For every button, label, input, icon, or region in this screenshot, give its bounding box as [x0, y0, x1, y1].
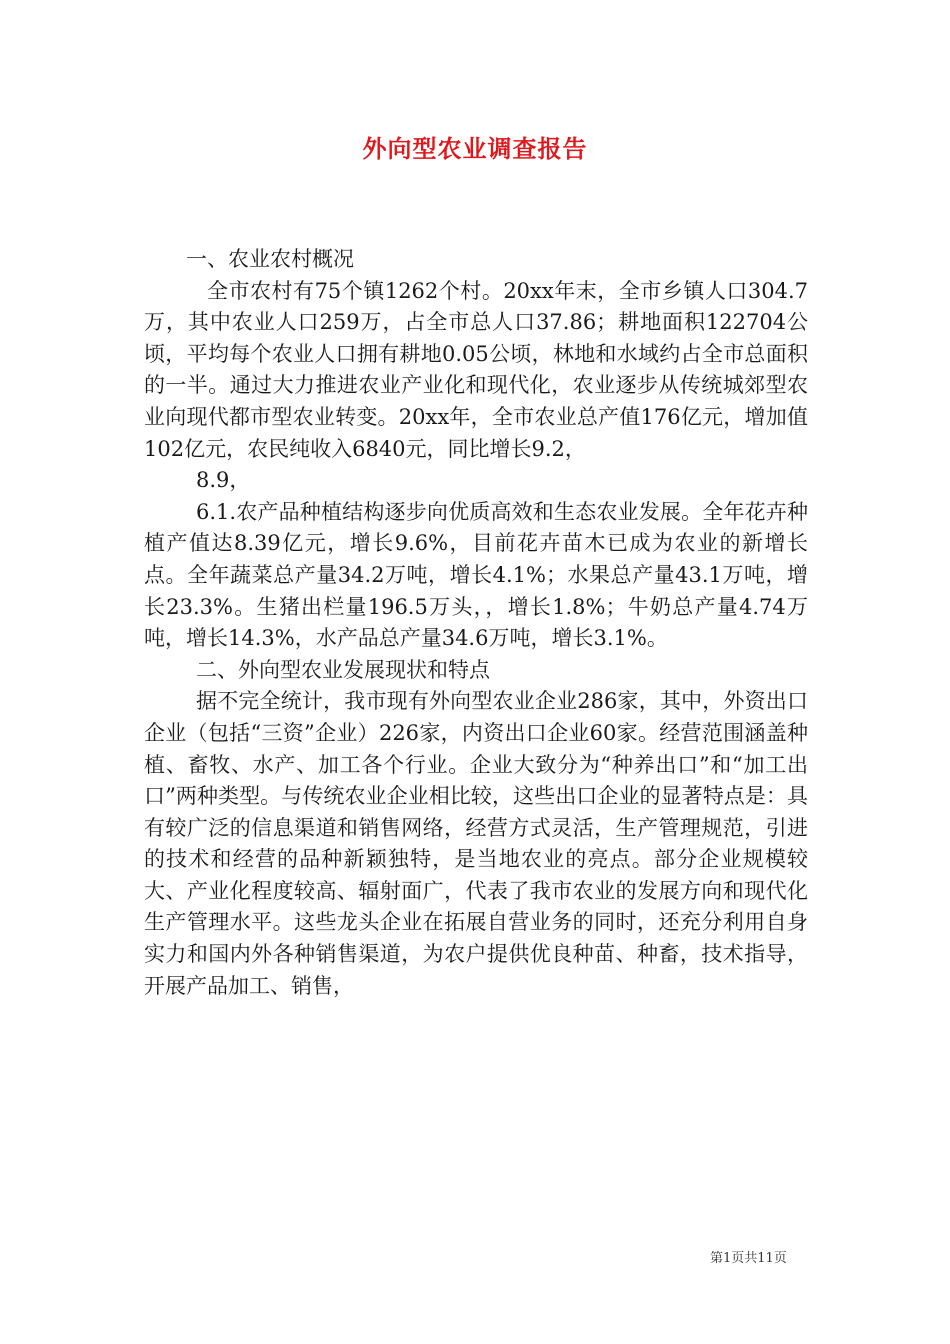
page-number: 第1页共11页: [710, 1251, 787, 1266]
section-heading-1: 一、农业农村概况: [186, 247, 354, 271]
document-body: [144, 244, 808, 1002]
paragraph-production: 6.1.农产品种植结构逐步向优质高效和生态农业发展。全年花卉种植产值达8.39亿元，增长9.6%，目前花卉苗木已成为农业的新增长点。全年蔬菜总产量34.2万吨，增长4.1%；水果总产量43.1万吨，增长23.3%。生猪出栏量196.5万头，，增长1.8%；牛奶总产量4.74万吨，增长14.3%，水产品总产量34.6万吨，增长3.1%。: [144, 499, 808, 651]
paragraph-export-enterprises: 据不完全统计，我市现有外向型农业企业286家，其中，外资出口企业（包括“三资”企业）226家，内资出口企业60家。经营范围涵盖种植、畜牧、水产、加工各个行业。企业大致分为“种养出口”和“加工出口”两种类型。与传统农业企业相比较，这些出口企业的显著特点是：具有较广泛的信息渠道和销售网络，经营方式灵活，生产管理规范，引进的技术和经营的品种新颖独特，是当地农业的亮点。部分企业规模较大、产业化程度较高、辐射面广，代表了我市农业的发展方向和现代化生产管理水平。这些龙头企业在拓展自营业务的同时，还充分利用自身实力和国内外各种销售渠道，为农户提供优良种苗、种畜，技术指导，开展产品加工、销售，: [144, 689, 808, 998]
paragraph-overview: 全市农村有75个镇1262个村。20xx年末，全市乡镇人口304.7万，其中农业人口259万，占全市总人口37.86；耕地面积122704公顷，平均每个农业人口拥有耕地0.05公顷，林地和水域约占全市总面积的一半。通过大力推进农业产业化和现代化，农业逐步从传统城郊型农业向现代都市型农业转变。20xx年，全市农业总产值176亿元，增加值102亿元，农民纯收入6840元，同比增长9.2，: [144, 278, 808, 461]
section-heading-2: 二、外向型农业发展现状和特点: [196, 657, 490, 682]
paragraph-growth-figure: 8.9，: [196, 468, 251, 493]
document-title: 外向型农业调查报告: [362, 134, 588, 163]
